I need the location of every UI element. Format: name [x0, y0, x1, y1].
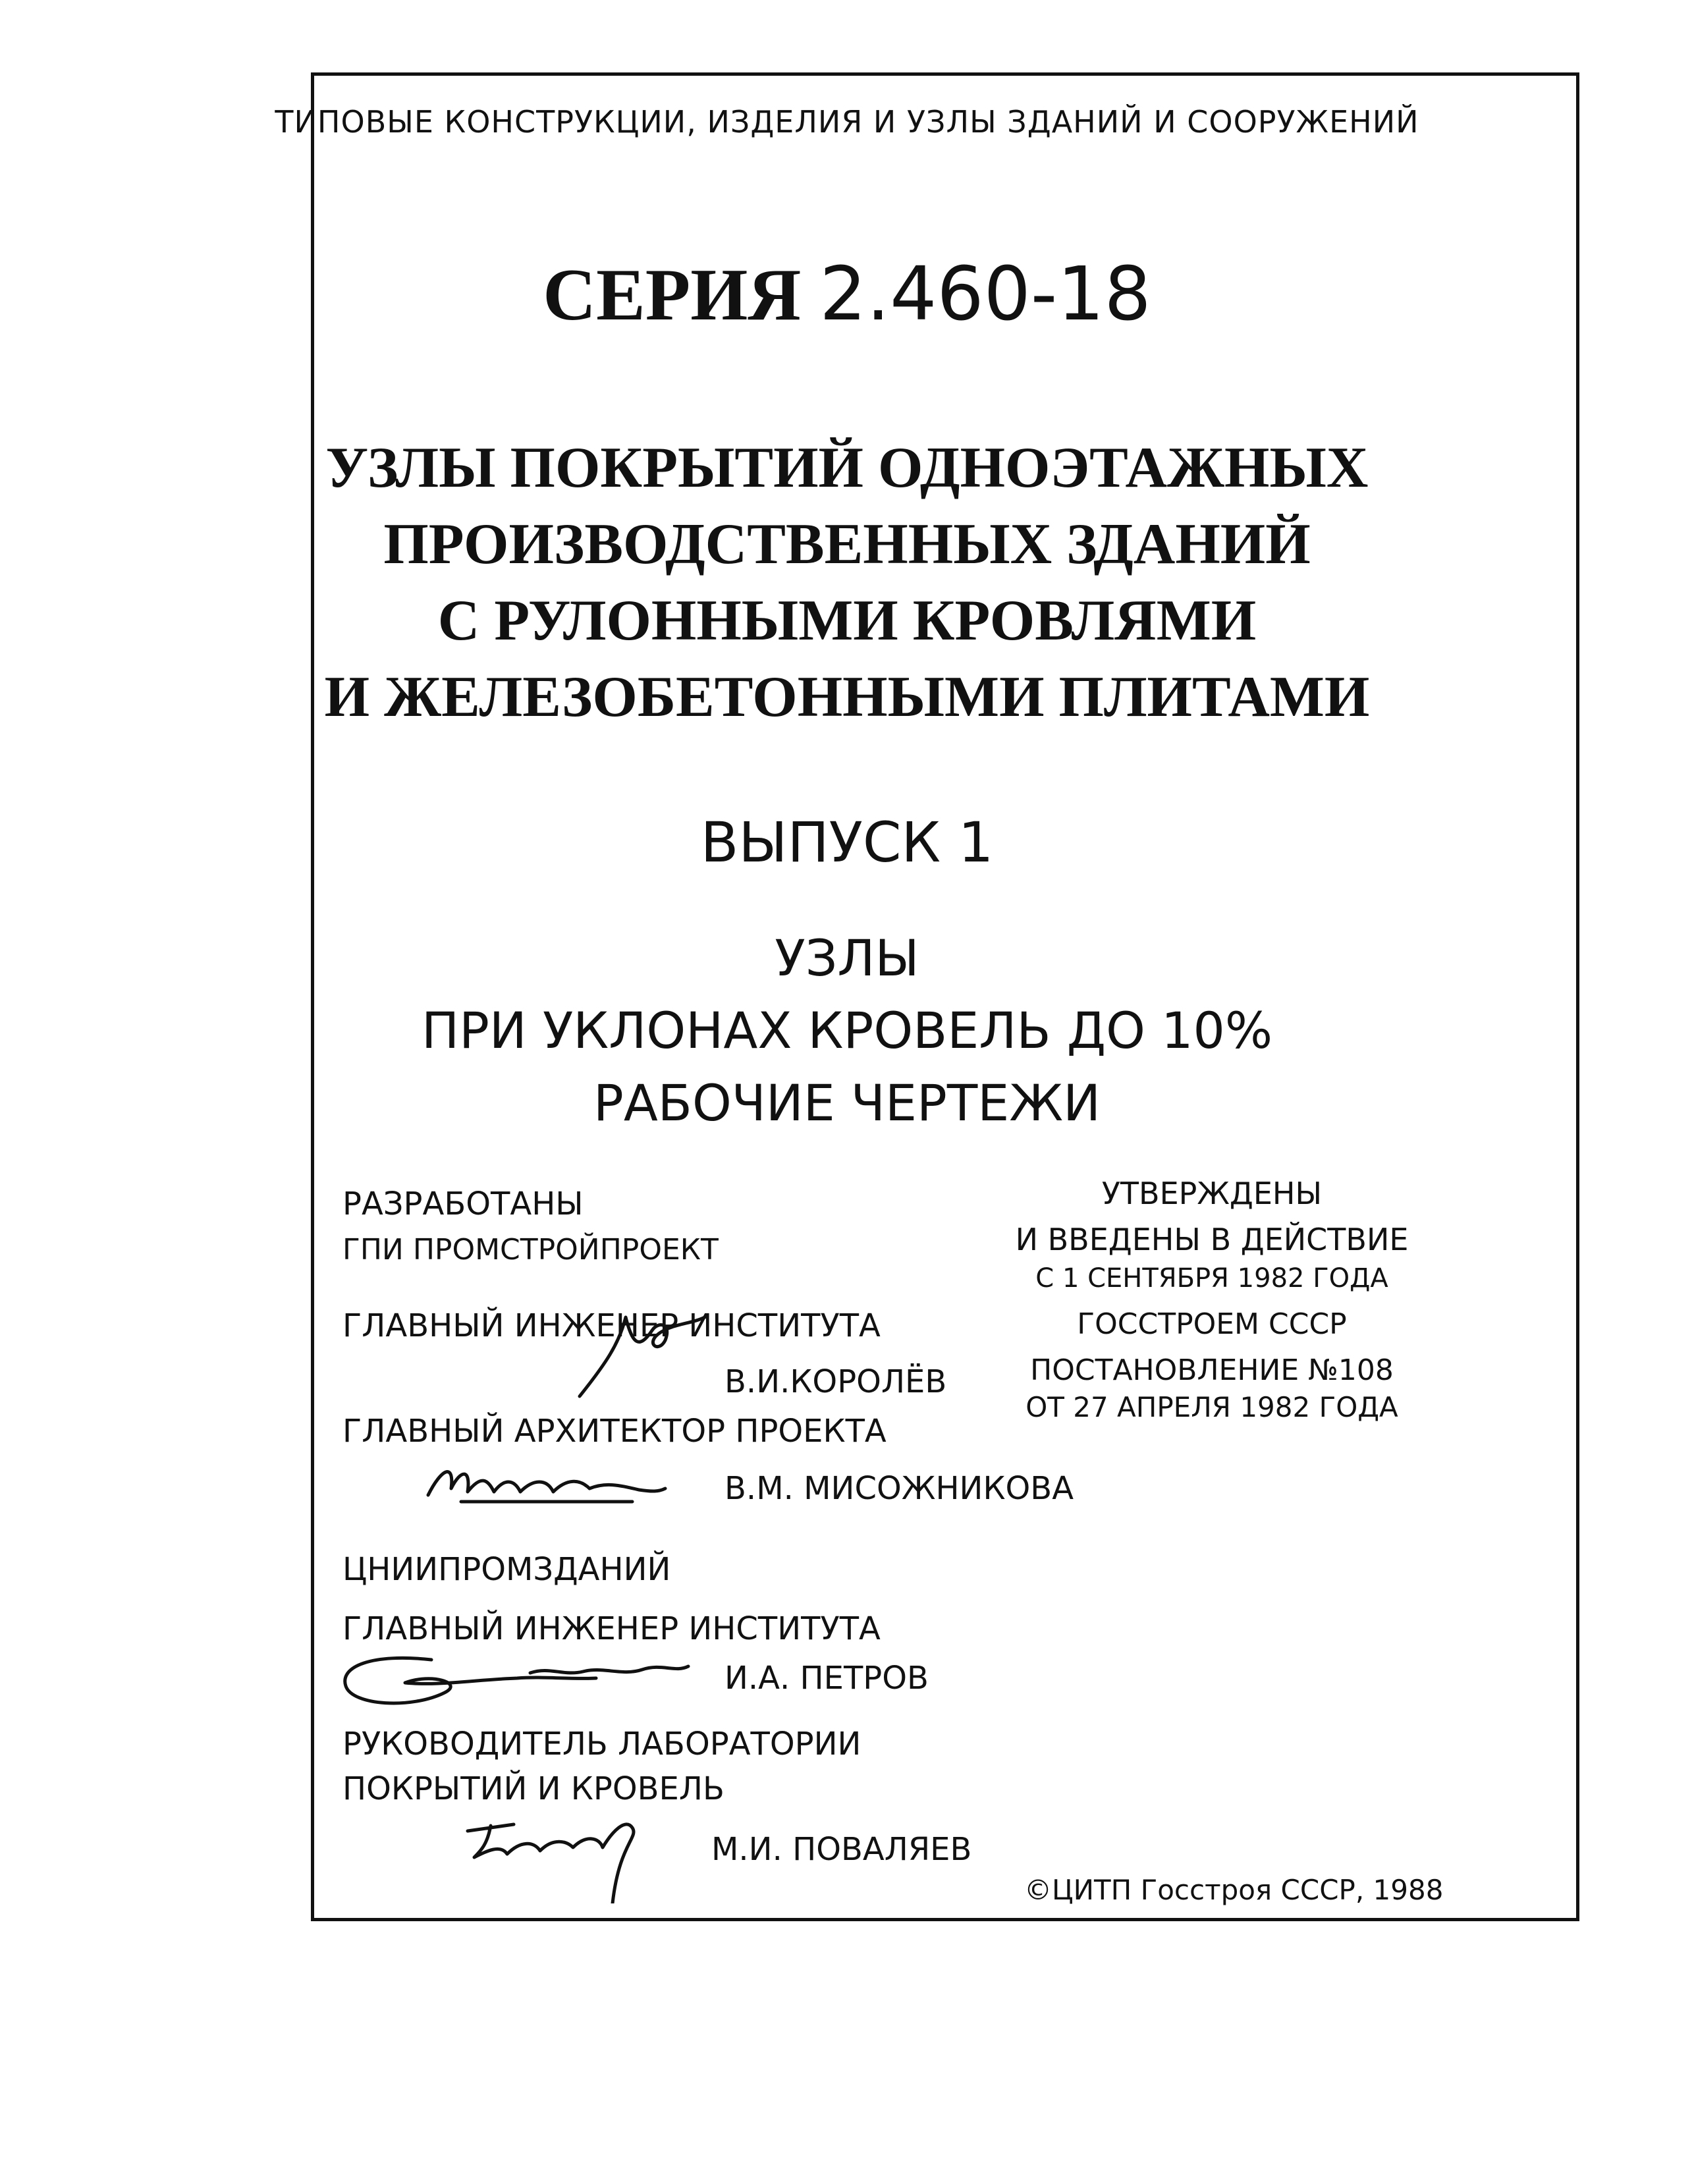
developed-org: ГПИ ПРОМСТРОЙПРОЕКТ: [342, 1233, 719, 1267]
approved-line-6: ОТ 27 АПРЕЛЯ 1982 ГОДА: [1025, 1391, 1398, 1423]
approved-line-3: С 1 СЕНТЯБРЯ 1982 ГОДА: [1035, 1263, 1388, 1294]
series-label: СЕРИЯ: [543, 254, 802, 336]
approved-line-5: ПОСТАНОВЛЕНИЕ №108: [1030, 1353, 1394, 1387]
approved-line-4: ГОССТРОЕМ СССР: [1077, 1307, 1347, 1341]
chief-engineer-title-1: ГЛАВНЫЙ ИНЖЕНЕР ИНСТИТУТА: [342, 1307, 881, 1344]
lab-head-title-2: ПОКРЫТИЙ И КРОВЕЛЬ: [342, 1770, 724, 1807]
issue-number: ВЫПУСК 1: [700, 810, 994, 875]
approved-line-2: И ВВЕДЕНЫ В ДЕЙСТВИЕ: [1015, 1222, 1409, 1257]
title-line-2: ПРОИЗВОДСТВЕННЫХ ЗДАНИЙ: [383, 512, 1311, 576]
second-org: ЦНИИПРОМЗДАНИЙ: [342, 1551, 671, 1588]
signature-misozhnikova: [422, 1456, 672, 1508]
chief-engineer-name-1: В.И.КОРОЛЁВ: [724, 1363, 947, 1400]
series-number: 2.460-18: [819, 252, 1151, 337]
approved-line-1: УТВЕРЖДЕНЫ: [1101, 1176, 1323, 1211]
signature-petrov: [333, 1647, 728, 1719]
title-line-3: С РУЛОННЫМИ КРОВЛЯМИ: [437, 589, 1257, 653]
signature-povalyaev: [454, 1805, 678, 1903]
header-line: ТИПОВЫЕ КОНСТРУКЦИИ, ИЗДЕЛИЯ И УЗЛЫ ЗДАНИЙ И СООРУЖЕНИЙ: [275, 104, 1419, 140]
subtitle-line-1: УЗЛЫ: [775, 929, 919, 987]
copyright: ©ЦИТП Госстроя СССР, 1988: [1024, 1874, 1444, 1906]
chief-engineer-title-2: ГЛАВНЫЙ ИНЖЕНЕР ИНСТИТУТА: [342, 1610, 881, 1647]
chief-architect-name: В.М. МИСОЖНИКОВА: [724, 1470, 1074, 1507]
developed-label: РАЗРАБОТАНЫ: [342, 1186, 584, 1222]
signature-korolev: [566, 1304, 718, 1403]
chief-engineer-name-2: И.А. ПЕТРОВ: [724, 1660, 929, 1697]
title-line-4: И ЖЕЛЕЗОБЕТОННЫМИ ПЛИТАМИ: [324, 665, 1370, 729]
chief-architect-title: ГЛАВНЫЙ АРХИТЕКТОР ПРОЕКТА: [342, 1413, 887, 1450]
subtitle-line-2: ПРИ УКЛОНАХ КРОВЕЛЬ ДО 10%: [421, 1001, 1273, 1060]
title-line-1: УЗЛЫ ПОКРЫТИЙ ОДНОЭТАЖНЫХ: [325, 436, 1369, 500]
lab-head-title-1: РУКОВОДИТЕЛЬ ЛАБОРАТОРИИ: [342, 1726, 861, 1762]
subtitle-line-3: РАБОЧИЕ ЧЕРТЕЖИ: [593, 1074, 1101, 1132]
lab-head-name: М.И. ПОВАЛЯЕВ: [711, 1831, 972, 1868]
series-title: [0, 252, 1694, 338]
